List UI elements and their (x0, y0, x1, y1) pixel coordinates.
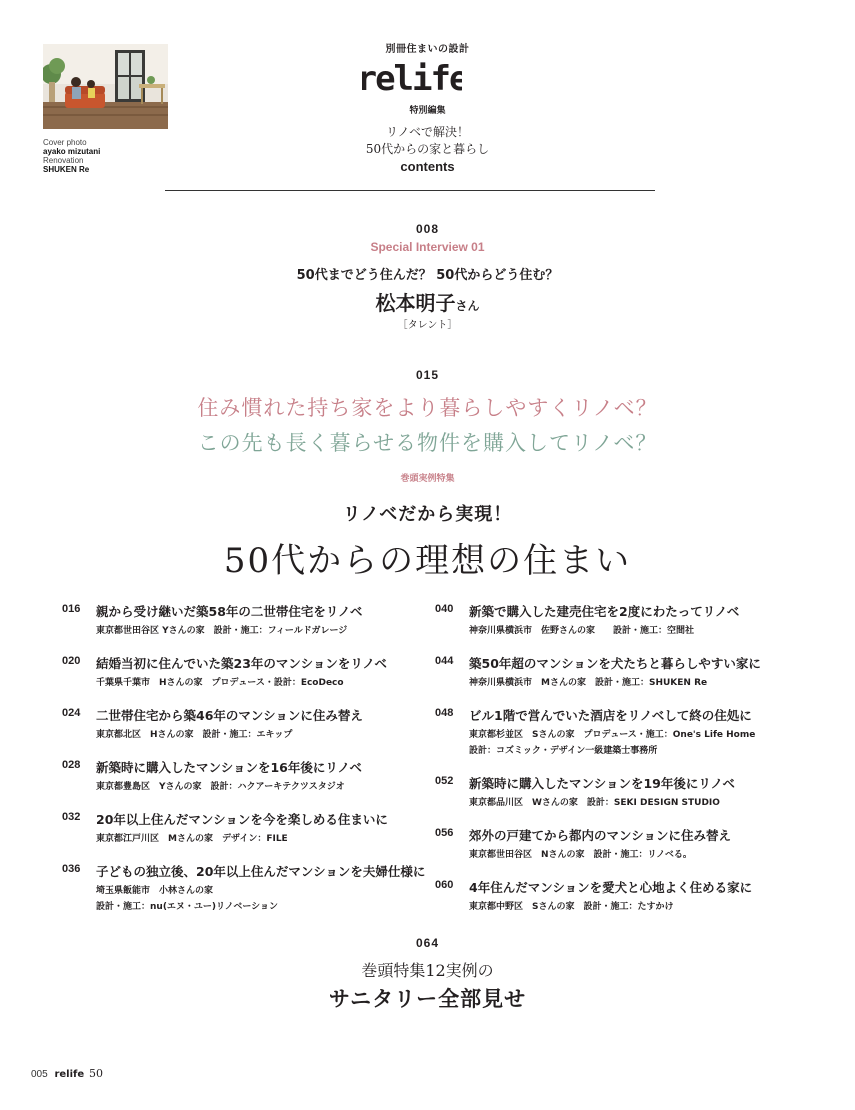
article-page: 028 (62, 759, 81, 771)
article-title: 築50年超のマンションを犬たちと暮らしやすい家に (469, 656, 761, 671)
article-detail: 東京都世田谷区 Yさんの家 設計・施工：フィールドガレージ (96, 626, 348, 636)
tagline-line1: リノベで解決！ (385, 125, 470, 139)
interview-label: Special Interview 01 (370, 240, 485, 254)
cover-photo-label: Cover photo (43, 138, 87, 147)
contents-label: contents (400, 159, 455, 174)
special-edition: 特別編集 (409, 106, 446, 116)
cover-photographer: ayako mizutani (43, 147, 101, 156)
feature-headline-green: この先も長く暮らせる物件を購入してリノベ？ (197, 431, 658, 455)
renovation-label: Renovation (43, 156, 84, 165)
feature-subtitle: リノベだから実現！ (342, 504, 513, 525)
footer-issue: 50 (88, 1067, 103, 1080)
interview-page-number: 008 (415, 222, 440, 236)
article-detail: 埼玉県飯能市 小林さんの家 (96, 886, 214, 896)
article-title: 子どもの独立後、20年以上住んだマンションを夫婦仕様に (96, 864, 426, 879)
footer-magazine: relife (54, 1069, 85, 1080)
article-title: 新築で購入した建売住宅を2度にわたってリノベ (469, 604, 740, 619)
logo-text: relife (362, 60, 462, 98)
article-detail: 東京都杉並区 Sさんの家 プロデュース・施工：One's Life Home (469, 730, 756, 740)
article-page: 056 (435, 827, 454, 839)
feature-headline-pink: 住み慣れた持ち家をより暮らしやすくリノベ？ (197, 396, 658, 420)
article-page: 016 (62, 603, 81, 615)
article-page: 060 (435, 879, 454, 891)
article-title: 親から受け継いだ築58年の二世帯住宅をリノベ (96, 604, 363, 619)
article-detail: 神奈川県横浜市 佐野さんの家 設計・施工：空間社 (469, 626, 695, 636)
page-footer (31, 1067, 103, 1080)
interviewee-role: ［タレント］ (397, 320, 458, 331)
interview-name (0, 287, 855, 316)
feature-label: 巻頭実例特集 (400, 474, 455, 484)
interviewee-honorific: さん (455, 299, 480, 313)
article-page: 052 (435, 775, 454, 787)
article-page: 024 (62, 707, 81, 719)
article-detail: 設計：コズミック・デザイン一級建築士事務所 (469, 746, 658, 756)
article-detail: 東京都中野区 Sさんの家 設計・施工：たすかけ (469, 902, 674, 912)
footer-page-number: 005 (31, 1069, 48, 1080)
article-title: 郊外の戸建てから都内のマンションに住み替え (469, 828, 731, 843)
sanitary-page-number: 064 (415, 936, 440, 950)
article-detail: 東京都世田谷区 Nさんの家 設計・施工：リノベる。 (469, 850, 692, 860)
article-title: 二世帯住宅から築46年のマンションに住み替え (96, 708, 363, 723)
article-title: 新築時に購入したマンションを16年後にリノベ (96, 760, 362, 775)
article-title: 結婚当初に住んでいた築23年のマンションをリノベ (96, 656, 387, 671)
article-page: 044 (435, 655, 454, 667)
article-detail: 東京都品川区 Wさんの家 設計：SEKI DESIGN STUDIO (469, 798, 720, 808)
sanitary-line2: サニタリー全部見せ (328, 986, 527, 1011)
cover-photo (43, 44, 168, 129)
article-title: ビル1階で営んでいた酒店をリノベして終の住処に (469, 708, 752, 723)
tagline-line2: 50代からの家と暮らし (365, 142, 490, 156)
magazine-subtitle: 別冊住まいの設計 (385, 44, 470, 55)
article-page: 040 (435, 603, 454, 615)
relife-logo (362, 60, 462, 98)
article-page: 036 (62, 863, 81, 875)
interviewee-name: 松本明子 (375, 291, 456, 315)
article-detail: 設計・施工：nu(エヌ・ユー)リノベーション (96, 902, 278, 912)
article-detail: 神奈川県横浜市 Mさんの家 設計・施工：SHUKEN Re (469, 678, 708, 688)
article-title: 4年住んだマンションを愛犬と心地よく住める家に (469, 880, 753, 895)
header-divider (165, 190, 655, 191)
article-detail: 東京都江戸川区 Mさんの家 デザイン：FILE (96, 834, 288, 844)
article-title: 20年以上住んだマンションを今を楽しめる住まいに (96, 812, 388, 827)
article-page: 032 (62, 811, 81, 823)
article-page: 020 (62, 655, 81, 667)
interview-question: 50代までどう住んだ？ 50代からどう住む？ (296, 268, 559, 283)
renovation-company: SHUKEN Re (43, 165, 90, 174)
article-detail: 千葉県千葉市 Hさんの家 プロデュース・設計：EcoDeco (96, 678, 344, 688)
article-title: 新築時に購入したマンションを19年後にリノベ (469, 776, 735, 791)
article-detail: 東京都北区 Hさんの家 設計・施工：エキップ (96, 730, 293, 740)
feature-title: 50代からの理想の住まい (223, 541, 632, 581)
article-detail: 東京都豊島区 Yさんの家 設計：ハクアーキテクツスタジオ (96, 782, 345, 792)
feature-page-number: 015 (415, 368, 440, 382)
sanitary-line1: 巻頭特集12実例の (361, 961, 494, 980)
article-page: 048 (435, 707, 454, 719)
